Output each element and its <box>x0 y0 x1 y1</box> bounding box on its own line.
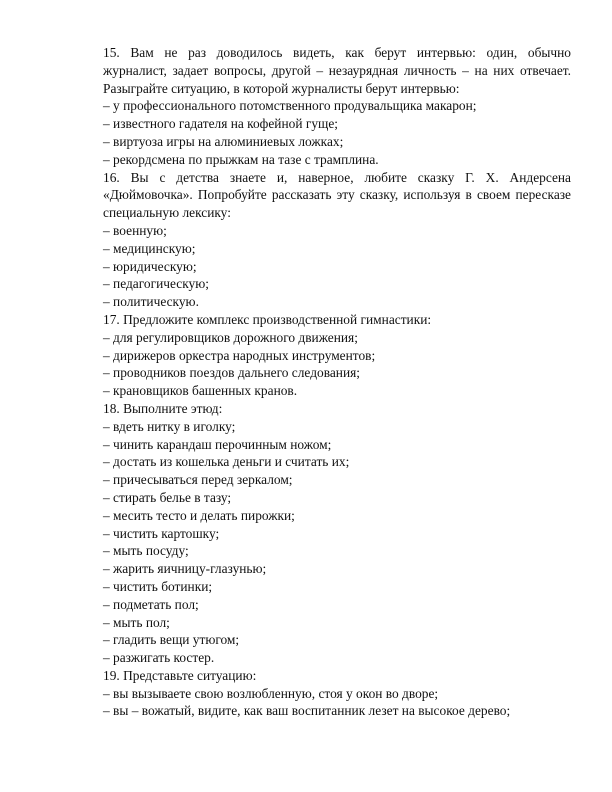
list-item: – для регулировщиков дорожного движения; <box>103 329 358 345</box>
list-item: – мыть пол; <box>103 614 170 630</box>
list-item: – чинить карандаш перочинным ножом; <box>103 436 332 452</box>
list-item: – месить тесто и делать пирожки; <box>103 507 295 523</box>
list-item: – вы вызываете свою возлюбленную, стоя у окон во дворе; <box>103 685 439 701</box>
list-item: – жарить яичницу-глазунью; <box>103 561 267 577</box>
list-item: – вы – вожатый, видите, как ваш воспитанник лезет на высокое дерево; <box>103 703 511 719</box>
exercise-16-line-1: 16. Вы с детства знаете и, наверное, любите сказку Г. Х. Андерсена <box>103 169 571 185</box>
list-item: – педагогическую; <box>103 276 209 292</box>
list-item: – политическую. <box>103 294 199 310</box>
exercise-16-line-3: специальную лексику: <box>103 205 231 221</box>
exercise-17 <box>103 311 571 400</box>
list-item: – вдеть нитку в иголку; <box>103 418 236 434</box>
list-item: – гладить вещи утюгом; <box>103 632 240 648</box>
list-item: – известного гадателя на кофейной гуще; <box>103 116 339 132</box>
list-item: – виртуоза игры на алюминиевых ложках; <box>103 133 344 149</box>
list-item: – юридическую; <box>103 258 197 274</box>
list-item: – достать из кошелька деньги и считать их; <box>103 454 350 470</box>
exercise-16 <box>103 169 571 311</box>
list-item: – чистить ботинки; <box>103 578 213 594</box>
list-item: – военную; <box>103 222 167 238</box>
list-item: – крановщиков башенных кранов. <box>103 383 298 399</box>
exercise-17-heading: 17. Предложите комплекс производственной гимнастики: <box>103 311 432 327</box>
list-item: – у профессионального потомственного продувальщика макарон; <box>103 98 477 114</box>
exercise-15-line-1: 15. Вам не раз доводилось видеть, как берут интервью: один, обычно <box>103 45 571 60</box>
list-item: – подметать пол; <box>103 596 199 612</box>
exercise-19-heading: 19. Представьте ситуацию: <box>103 667 257 683</box>
list-item: – дирижеров оркестра народных инструментов; <box>103 347 376 363</box>
exercise-15-line-3: Разыграйте ситуацию, в которой журналисты берут интервью: <box>103 80 460 96</box>
list-item: – разжигать костер. <box>103 650 215 666</box>
list-item: – мыть посуду; <box>103 543 189 559</box>
exercise-15-line-2: журналист, задает вопросы, другой – незаурядная личность – на них отвечает. <box>103 62 571 78</box>
exercise-15 <box>103 44 571 169</box>
document-page <box>103 44 571 720</box>
list-item: – причесываться перед зеркалом; <box>103 472 293 488</box>
list-item: – проводников поездов дальнего следования; <box>103 365 361 381</box>
exercise-18 <box>103 400 571 667</box>
list-item: – стирать белье в тазу; <box>103 489 232 505</box>
list-item: – рекордсмена по прыжкам на тазе с трамплина. <box>103 151 379 167</box>
exercise-18-heading: 18. Выполните этюд: <box>103 400 223 416</box>
list-item: – медицинскую; <box>103 240 196 256</box>
list-item: – чистить картошку; <box>103 525 220 541</box>
exercise-19 <box>103 667 571 720</box>
exercise-16-line-2: «Дюймовочка». Попробуйте рассказать эту сказку, используя в своем пересказе <box>103 187 571 203</box>
